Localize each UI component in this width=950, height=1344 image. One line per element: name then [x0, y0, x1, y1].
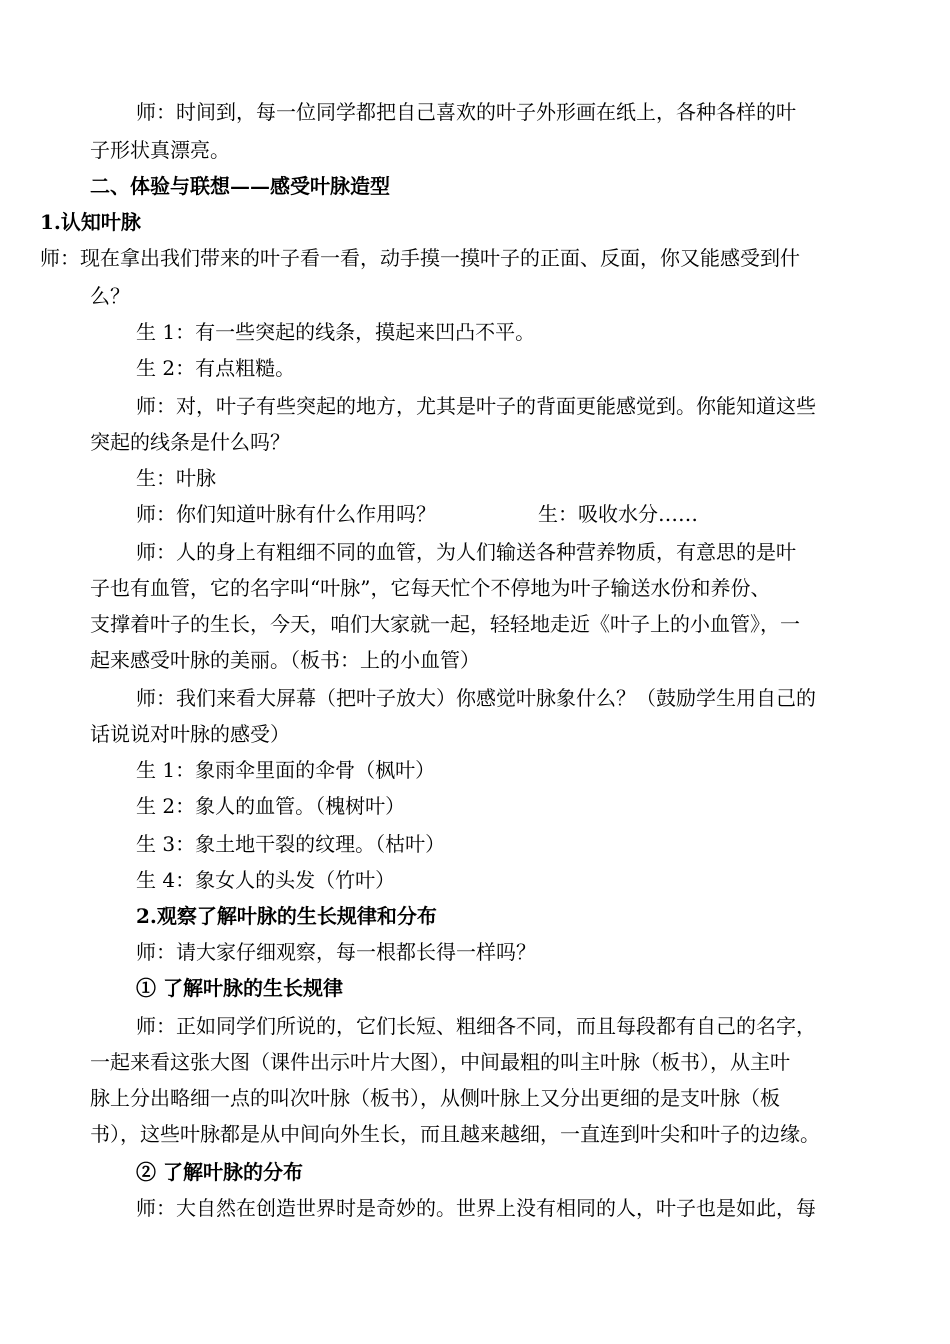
paragraph-line: 书），这些叶脉都是从中间向外生长，而且越来越细，一直连到叶尖和叶子的边缘。 — [90, 1122, 820, 1146]
subsection-heading: 2.观察了解叶脉的生长规律和分布 — [136, 904, 437, 928]
dialogue-line: 师：正如同学们所说的，它们长短、粗细各不同，而且每段都有自己的名字， — [136, 1014, 816, 1038]
dialogue-line: 生 1：象雨伞里面的伞骨（枫叶） — [136, 758, 436, 782]
paragraph-line: 子也有血管，它的名字叫“叶脉”，它每天忙个不停地为叶子输送水份和养份、 — [90, 576, 771, 600]
paragraph-line: 突起的线条是什么吗？ — [90, 430, 290, 454]
paragraph-line: 么？ — [90, 284, 130, 308]
paragraph-line: 支撑着叶子的生长，今天，咱们大家就一起，轻轻地走近《叶子上的小血管》，一 — [90, 612, 800, 636]
dialogue-line: 生 3：象土地干裂的纹理。（枯叶） — [136, 832, 446, 856]
paragraph-line: 脉上分出略细一点的叫次叶脉（板书），从侧叶脉上又分出更细的是支叶脉（板 — [90, 1086, 780, 1110]
dialogue-line: 生 2：有点粗糙。 — [136, 356, 296, 380]
section-heading: 二、体验与联想——感受叶脉造型 — [90, 174, 390, 198]
dialogue-line: 生 1：有一些突起的线条，摸起来凹凸不平。 — [136, 320, 536, 344]
dialogue-line: 师：对，叶子有些突起的地方，尤其是叶子的背面更能感觉到。你能知道这些 — [136, 394, 816, 418]
dialogue-line: 生：叶脉 — [136, 466, 216, 490]
subsection-heading: 1.认知叶脉 — [40, 210, 141, 234]
paragraph-line: 话说说对叶脉的感受） — [90, 722, 290, 746]
dialogue-line: 生 4：象女人的头发（竹叶） — [136, 868, 396, 892]
paragraph-line: 起来感受叶脉的美丽。（板书：上的小血管） — [90, 648, 480, 672]
paragraph-line: 师：时间到，每一位同学都把自己喜欢的叶子外形画在纸上，各种各样的叶 — [136, 100, 796, 124]
paragraph-line: 子形状真漂亮。 — [90, 138, 230, 162]
dialogue-line: 师：人的身上有粗细不同的血管，为人们输送各种营养物质，有意思的是叶 — [136, 540, 796, 564]
dialogue-line: 师：我们来看大屏幕（把叶子放大）你感觉叶脉象什么？（鼓励学生用自己的 — [136, 686, 816, 710]
dialogue-line: 生：吸收水分…… — [538, 502, 698, 526]
paragraph-line: 一起来看这张大图（课件出示叶片大图），中间最粗的叫主叶脉（板书），从主叶 — [90, 1050, 790, 1074]
numbered-heading: ① 了解叶脉的生长规律 — [136, 976, 343, 1000]
dialogue-line: 师：请大家仔细观察，每一根都长得一样吗？ — [136, 940, 536, 964]
paragraph-line: 师：现在拿出我们带来的叶子看一看，动手摸一摸叶子的正面、反面，你又能感受到什 — [40, 246, 800, 270]
numbered-heading: ② 了解叶脉的分布 — [136, 1160, 303, 1184]
dialogue-line: 师：你们知道叶脉有什么作用吗？ — [136, 502, 436, 526]
dialogue-line: 师：大自然在创造世界时是奇妙的。世界上没有相同的人，叶子也是如此，每 — [136, 1196, 816, 1220]
dialogue-line: 生 2：象人的血管。（槐树叶） — [136, 794, 406, 818]
